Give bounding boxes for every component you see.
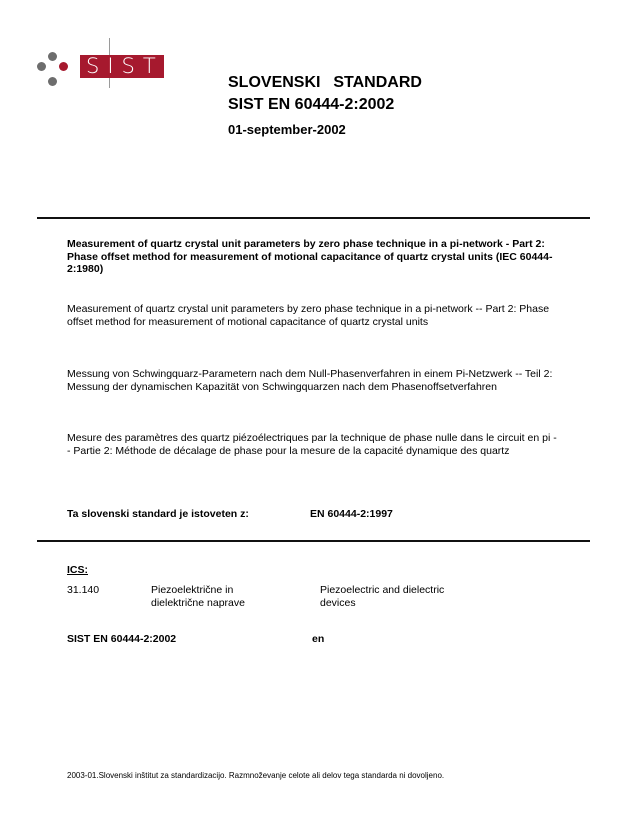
identical-value: EN 60444-2:1997 [310,508,393,520]
footer-standard-id: SIST EN 60444-2:2002 [67,633,177,645]
identical-label: Ta slovenski standard je istoveten z: [67,508,249,520]
logo-dot-icon [48,52,57,61]
title-french: Mesure des paramètres des quartz piézoélectriques par la technique de phase nulle dans le circuit en pi -- Partie 2: Méthode de décalage de phase pour la mesure de la capacité dynamique des quartz [67,432,557,457]
standard-id: SIST EN 60444-2:2002 [228,96,395,113]
title-english: Measurement of quartz crystal unit parameters by zero phase technique in a pi-network -- Part 2: Phase offset method for measurement of motional capacitance of quartz crystal units [67,303,550,328]
title-german: Messung von Schwingquarz-Parametern nach dem Null-Phasenverfahren in einem Pi-Netzwerk -- Teil 2: Messung der dynamischen Kapazität von Schwingquarzen nach dem Phasenoffsetverfahren [67,368,553,393]
top-divider [37,217,590,219]
logo-dot-icon [37,62,46,71]
ics-label: ICS: [67,564,88,576]
logo-text: SIST [80,55,164,78]
footer-language: en [312,633,325,645]
publication-date: 01-september-2002 [228,122,346,137]
title-bold: Measurement of quartz crystal unit parameters by zero phase technique in a pi-network - Part 2: Phase offset method for measurement of motional capacitance of quartz crystal units (IEC 60444-2:1980) [67,238,553,276]
copyright-notice: 2003-01.Slovenski inštitut za standardizacijo. Razmnoževanje celote ali delov tega standarda ni dovoljeno. [67,771,445,780]
ics-slovenian: Piezoelektrične in dielektrične naprave [151,584,245,609]
logo-dot-icon [48,77,57,86]
ics-english: Piezoelectric and dielectric devices [320,584,445,609]
logo-dot-red-icon [59,62,68,71]
document-type: SLOVENSKI STANDARD [228,74,422,91]
ics-code: 31.140 [67,584,100,596]
bottom-divider [37,540,590,542]
